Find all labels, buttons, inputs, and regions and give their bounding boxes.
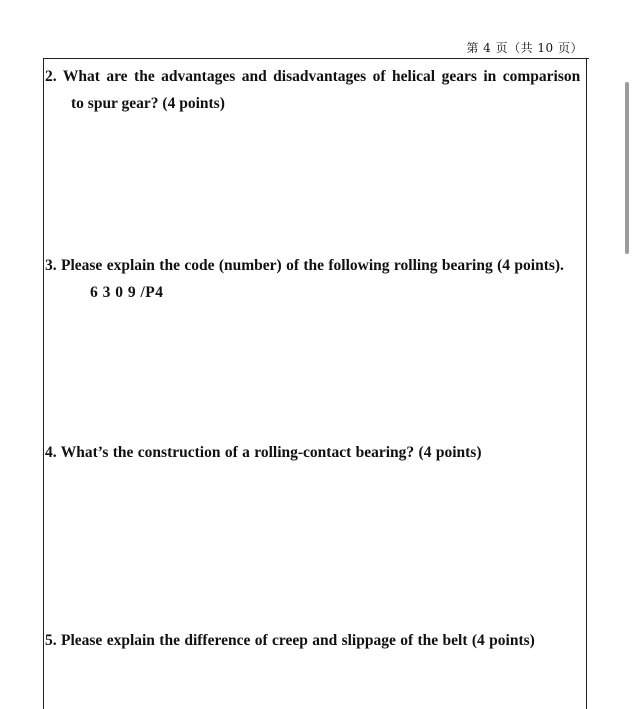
question-2-text: 2. What are the advantages and disadvantages of helical gears in comparison (45, 68, 581, 85)
question-3-text: 3. Please explain the code (number) of the following rolling bearing (4 points). (45, 257, 564, 274)
page-indicator: 第 4 页（共 10 页） (466, 41, 583, 55)
question-3 (45, 252, 587, 279)
question-4 (45, 439, 587, 466)
question-5 (45, 627, 587, 654)
question-2-text-continued: to spur gear? (4 points) (71, 95, 225, 112)
answer-frame (43, 59, 587, 709)
vertical-scrollbar[interactable] (625, 82, 629, 254)
question-5-text: 5. Please explain the difference of creep and slippage of the belt (4 points) (45, 632, 535, 649)
question-2 (45, 63, 587, 117)
question-4-text: 4. What’s the construction of a rolling-contact bearing? (4 points) (45, 444, 482, 461)
bearing-code: 6 3 0 9 /P4 (90, 284, 164, 301)
